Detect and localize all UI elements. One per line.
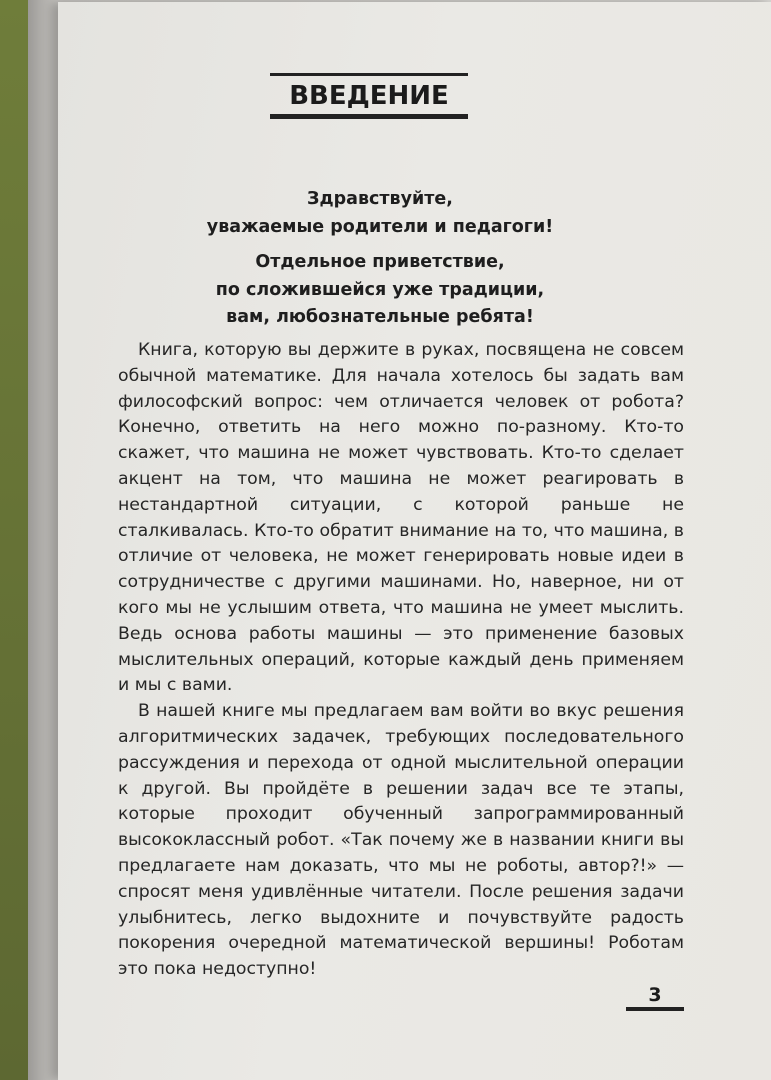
- greeting-line-3: Отдельное приветствие,: [255, 252, 505, 272]
- greeting-line-2: уважаемые родители и педагоги!: [206, 217, 554, 237]
- bleed-through-text: [90, 128, 650, 138]
- intro-body: [118, 338, 684, 983]
- paragraph: Книга, которую вы держите в руках, посвящена не совсем обычной математике. Для начала хотелось бы задать вам философский вопрос: чем отличается человек от робота? Конечно, ответить на него можно по-разному. Кто-то скажет, что машина не может чувствовать. Кто-то сделает акцент на том, что машина не может реагировать в нестандартной ситуации, с которой раньше не сталкивалась. Кто-то обратит внимание на то, что машина, в отличие от человека, не может генерировать новые идеи в сотрудничестве с другими машинами. Но, наверное, ни от кого мы не услышим ответа, что машина не умеет мыслить. Ведь основа работы машины — это применение базовых мыслительных операций, которые каждый день применяем и мы с вами.: [118, 340, 684, 696]
- greeting-line-1: Здравствуйте,: [307, 189, 453, 209]
- greeting-line-4: по сложившейся уже традиции,: [215, 280, 545, 300]
- page-number: 3: [626, 983, 684, 1011]
- chapter-title: ВВЕДЕНИЕ: [270, 73, 468, 119]
- greeting-line-5: вам, любознательные ребята!: [226, 307, 534, 327]
- paragraph: В нашей книге мы предлагаем вам войти во вкус решения алгоритмических задачек, требующих последовательного рассуждения и перехода от одной мыслительной операции к другой. Вы пройдёте в решении задач все те этапы, которые проходит обученный запрограммированный высококлассный робот. «Так почему же в названии книги вы предлагаете нам доказать, что мы не роботы, автор?!» — спросят меня удивлённые читатели. После решения задачи улыбнитесь, легко выдохните и почувствуйте радость покорения очередной математической вершины! Роботам это пока недоступно!: [118, 701, 684, 980]
